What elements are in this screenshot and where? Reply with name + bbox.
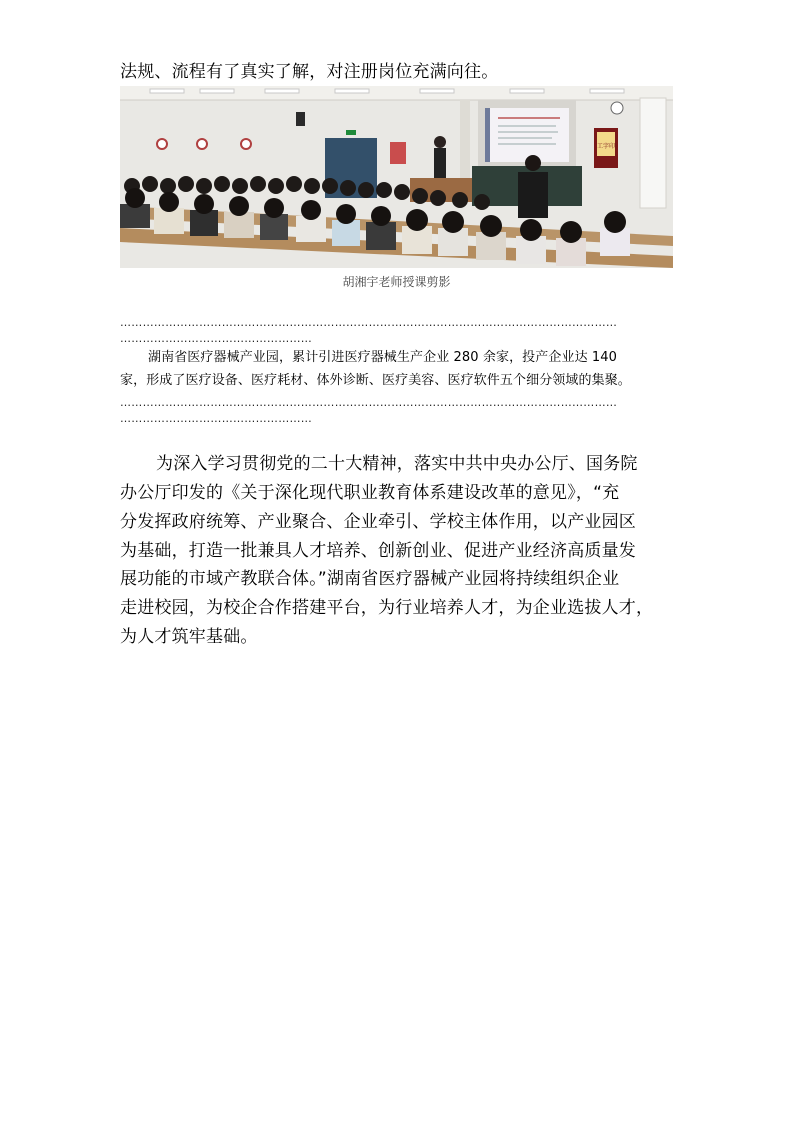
photo-caption: 胡湘宇老师授课剪影 <box>342 275 451 289</box>
separator-line: …………………………………………… <box>120 333 313 345</box>
closing-line: 分发挥政府统筹、产业聚合、企业牵引、学校主体作用，以产业园区 <box>120 512 636 532</box>
banner-text: 工字印 <box>596 143 616 150</box>
closing-line: 展功能的市域产教联合体。”湖南省医疗器械产业园将持续组织企业 <box>120 569 620 589</box>
intro-line: 法规、流程有了真实了解，对注册岗位充满向往。 <box>120 62 499 82</box>
closing-line: 为人才筑牢基础。 <box>120 627 258 647</box>
closing-line: 为深入学习贯彻党的二十大精神，落实中共中央办公厅、国务院 <box>156 454 638 474</box>
closing-line: 走进校园，为校企合作搭建平台，为行业培养人才，为企业选拔人才， <box>120 598 654 618</box>
closing-line: 办公厅印发的《关于深化现代职业教育体系建设改革的意见》，“充 <box>120 483 620 503</box>
separator-line: …………………………………………………………………………………………………………………… <box>120 397 618 409</box>
separator-line: …………………………………………………………………………………………………………………… <box>120 317 618 329</box>
lecture-photo <box>120 86 673 268</box>
classroom-illustration <box>120 86 673 268</box>
separator-line: …………………………………………… <box>120 413 313 425</box>
closing-line: 为基础，打造一批兼具人才培养、创新创业、促进产业经济高质量发 <box>120 541 636 561</box>
summary-line: 湖南省医疗器械产业园，累计引进医疗器械生产企业 280 余家，投产企业达 140 <box>148 350 618 365</box>
summary-line: 家，形成了医疗设备、医疗耗材、体外诊断、医疗美容、医疗软件五个细分领域的集聚。 <box>120 373 631 388</box>
